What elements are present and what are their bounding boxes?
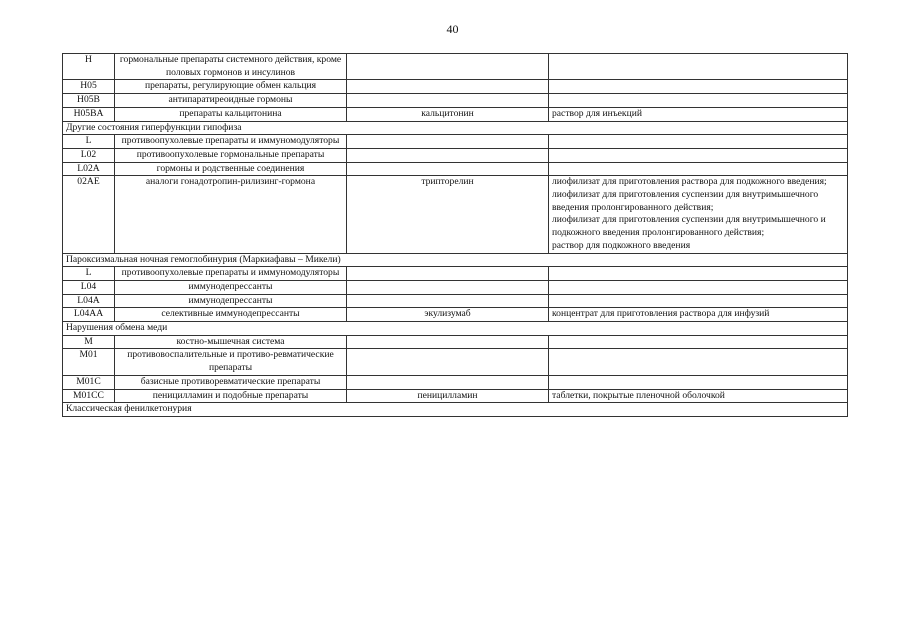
table-row <box>63 94 848 108</box>
atc-code-cell: L <box>63 135 115 149</box>
section-row <box>63 322 848 336</box>
section-title: Классическая фенилкетонурия <box>63 403 848 417</box>
atc-code-cell: H05BA <box>63 107 115 121</box>
group-name-cell: противовоспалительные и противо-ревматические препараты <box>115 349 347 375</box>
table-row <box>63 375 848 389</box>
drug-name-cell <box>347 162 549 176</box>
dosage-form-cell <box>549 335 848 349</box>
drug-name-cell <box>347 267 549 281</box>
section-title: Другие состояния гиперфункции гипофиза <box>63 121 848 135</box>
atc-code-cell: L02 <box>63 148 115 162</box>
drug-name-cell <box>347 335 549 349</box>
atc-code-cell: L <box>63 267 115 281</box>
table-row <box>63 335 848 349</box>
atc-code-cell: H05 <box>63 80 115 94</box>
group-name-cell: аналоги гонадотропин-рилизинг-гормона <box>115 176 347 253</box>
table-row <box>63 280 848 294</box>
drug-name-cell: трипторелин <box>347 176 549 253</box>
atc-code-cell: M01CC <box>63 389 115 403</box>
group-name-cell: гормональные препараты системного действия, кроме половых гормонов и инсулинов <box>115 54 347 80</box>
table-row <box>63 54 848 80</box>
atc-code-cell: M01C <box>63 375 115 389</box>
table-row <box>63 294 848 308</box>
group-name-cell: гормоны и родственные соединения <box>115 162 347 176</box>
dosage-form-cell <box>549 375 848 389</box>
atc-code-cell: L04 <box>63 280 115 294</box>
atc-code-cell: H <box>63 54 115 80</box>
dosage-form-cell: лиофилизат для приготовления раствора для подкожного введения; лиофилизат для приготовления суспензии для внутримышечного введения пролонгированного действия; лиофилизат для приготовления суспензии для внутримышечного и подкожного введения пролонгированного действия; раствор для подкожного введения <box>549 176 848 253</box>
dosage-form-cell: таблетки, покрытые пленочной оболочкой <box>549 389 848 403</box>
table-row <box>63 107 848 121</box>
section-row <box>63 253 848 267</box>
atc-code-cell: M <box>63 335 115 349</box>
section-title: Нарушения обмена меди <box>63 322 848 336</box>
group-name-cell: противоопухолевые гормональные препараты <box>115 148 347 162</box>
group-name-cell: препараты кальцитонина <box>115 107 347 121</box>
table-row <box>63 267 848 281</box>
group-name-cell: костно-мышечная система <box>115 335 347 349</box>
dosage-form-cell <box>549 94 848 108</box>
dosage-form-cell <box>549 280 848 294</box>
section-title: Пароксизмальная ночная гемоглобинурия (Маркиафавы – Микели) <box>63 253 848 267</box>
group-name-cell: пеницилламин и подобные препараты <box>115 389 347 403</box>
drug-name-cell <box>347 280 549 294</box>
table-row <box>63 308 848 322</box>
dosage-form-cell <box>549 148 848 162</box>
table-row <box>63 389 848 403</box>
dosage-form-cell <box>549 294 848 308</box>
table-row <box>63 162 848 176</box>
section-row <box>63 121 848 135</box>
atc-code-cell: L04AA <box>63 308 115 322</box>
dosage-form-cell <box>549 135 848 149</box>
drug-name-cell <box>347 349 549 375</box>
group-name-cell: препараты, регулирующие обмен кальция <box>115 80 347 94</box>
group-name-cell: противоопухолевые препараты и иммуномодуляторы <box>115 267 347 281</box>
atc-code-cell: L02A <box>63 162 115 176</box>
dosage-form-cell: концентрат для приготовления раствора для инфузий <box>549 308 848 322</box>
drug-name-cell: экулизумаб <box>347 308 549 322</box>
group-name-cell: базисные противоревматические препараты <box>115 375 347 389</box>
atc-code-cell: H05B <box>63 94 115 108</box>
atc-code-cell: L04A <box>63 294 115 308</box>
group-name-cell: иммунодепрессанты <box>115 280 347 294</box>
group-name-cell: иммунодепрессанты <box>115 294 347 308</box>
drug-name-cell: кальцитонин <box>347 107 549 121</box>
group-name-cell: противоопухолевые препараты и иммуномодуляторы <box>115 135 347 149</box>
section-row <box>63 403 848 417</box>
drug-name-cell <box>347 294 549 308</box>
drug-name-cell <box>347 80 549 94</box>
dosage-form-cell <box>549 267 848 281</box>
drug-name-cell <box>347 375 549 389</box>
atc-code-cell: 02AE <box>63 176 115 253</box>
table-row <box>63 80 848 94</box>
group-name-cell: антипаратиреоидные гормоны <box>115 94 347 108</box>
drug-name-cell <box>347 135 549 149</box>
page-number: 40 <box>446 22 459 36</box>
table-row <box>63 349 848 375</box>
medication-table <box>62 53 848 417</box>
drug-name-cell <box>347 94 549 108</box>
group-name-cell: селективные иммунодепрессанты <box>115 308 347 322</box>
drug-name-cell: пеницилламин <box>347 389 549 403</box>
dosage-form-cell <box>549 80 848 94</box>
table-row <box>63 135 848 149</box>
table-row <box>63 148 848 162</box>
atc-code-cell: M01 <box>63 349 115 375</box>
drug-name-cell <box>347 54 549 80</box>
dosage-form-cell <box>549 162 848 176</box>
table-row <box>63 176 848 253</box>
drug-name-cell <box>347 148 549 162</box>
dosage-form-cell: раствор для инъекций <box>549 107 848 121</box>
dosage-form-cell <box>549 54 848 80</box>
dosage-form-cell <box>549 349 848 375</box>
